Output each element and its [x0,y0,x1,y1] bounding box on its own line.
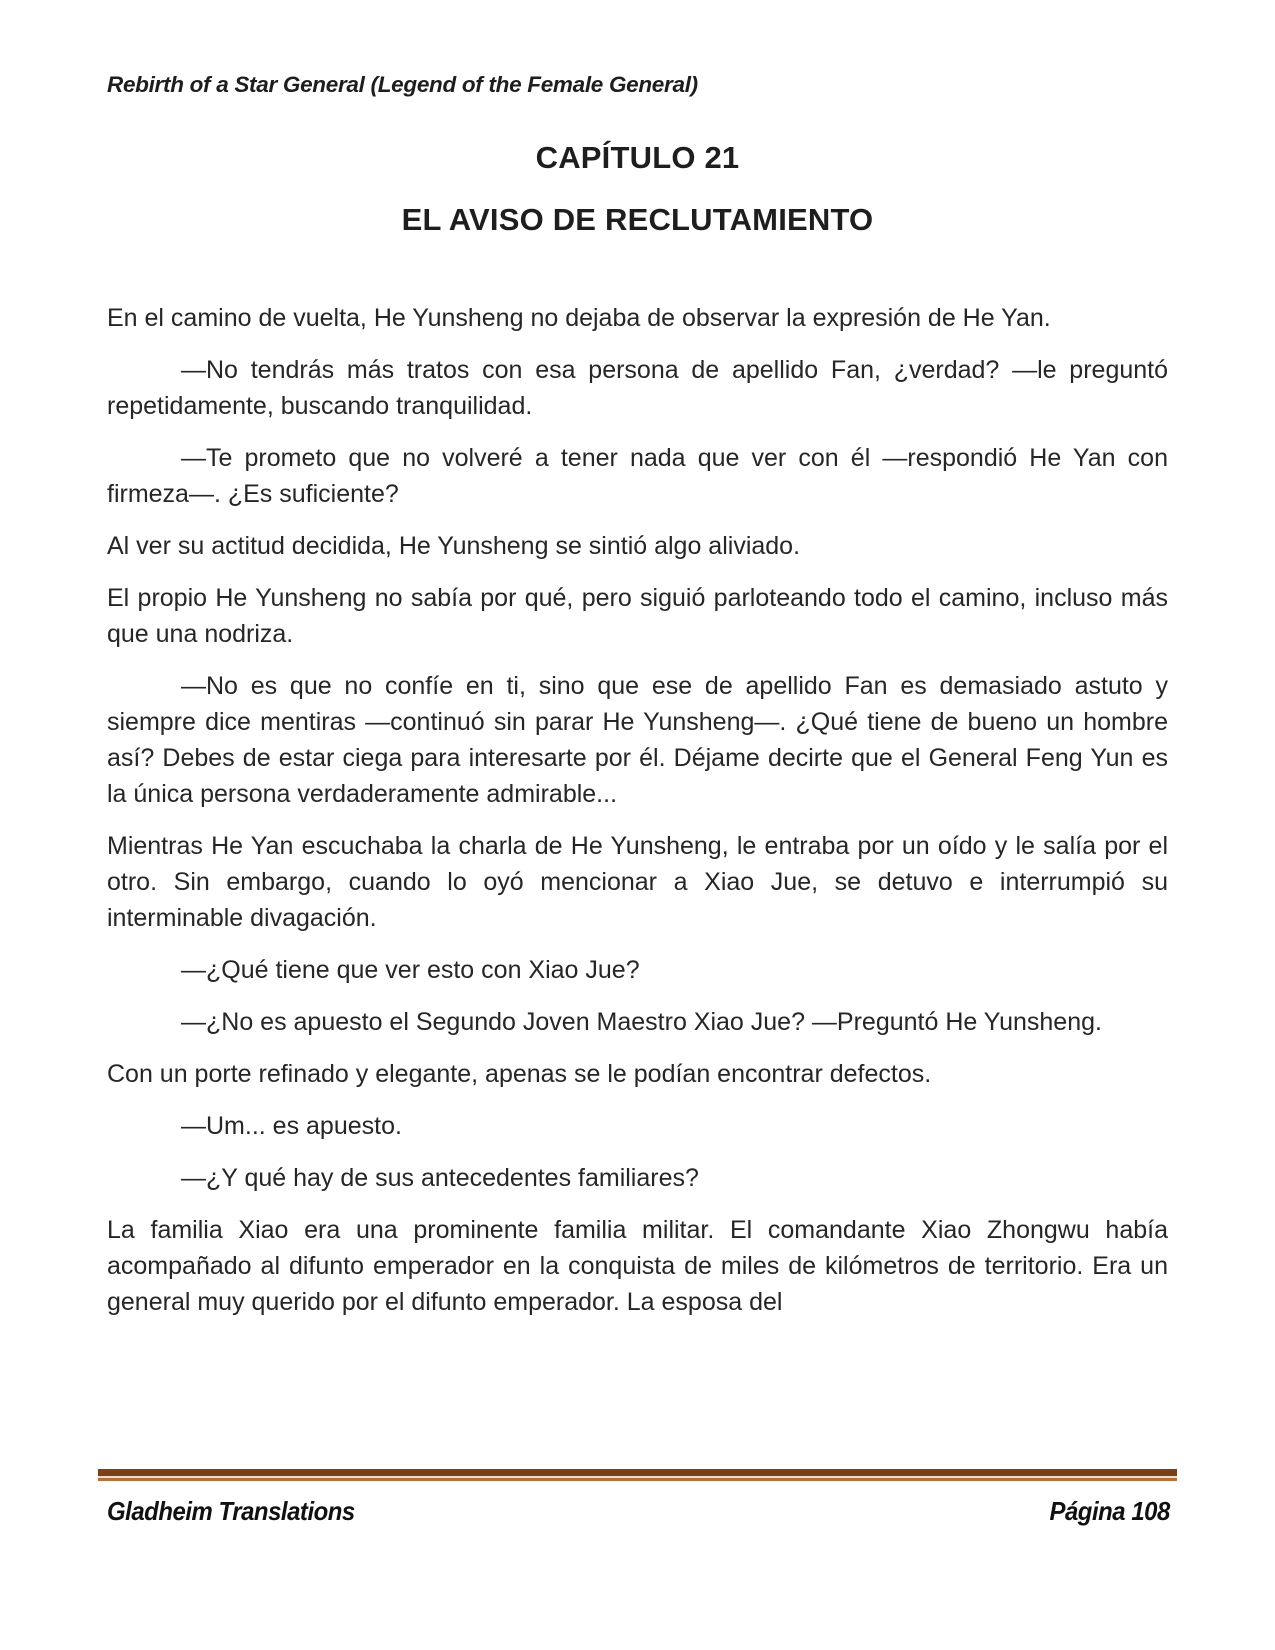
paragraph-dialogue: —No es que no confíe en ti, sino que ese de apellido Fan es demasiado astuto y siempre dice mentiras —continuó sin parar He Yunsheng—. ¿Qué tiene de bueno un hombre así? Debes de estar ciega para interesarte por él. Déjame decirte que el General Feng Yun es la única persona verdaderamente admirable... [107,672,1168,808]
chapter-number: CAPÍTULO 21 [535,140,740,175]
paragraph: La familia Xiao era una prominente familia militar. El comandante Xiao Zhongwu había acompañado al difunto emperador en la conquista de miles de kilómetros de territorio. Era un general muy querido por el difunto emperador. La esposa del [107,1216,1168,1316]
paragraph: Con un porte refinado y elegante, apenas se le podían encontrar defectos. [107,1060,932,1088]
page-footer [107,1496,1170,1527]
paragraph-dialogue: —¿No es apuesto el Segundo Joven Maestro Xiao Jue? —Preguntó He Yunsheng. [181,1008,1102,1036]
paragraph-dialogue: —Um... es apuesto. [181,1112,402,1140]
chapter-title: EL AVISO DE RECLUTAMIENTO [401,202,874,237]
paragraph-dialogue: —¿Y qué hay de sus antecedentes familiares? [181,1164,699,1192]
paragraph: En el camino de vuelta, He Yunsheng no dejaba de observar la expresión de He Yan. [107,304,1051,332]
running-header: Rebirth of a Star General (Legend of the Female General) [107,72,698,97]
body-text [107,300,1168,1336]
paragraph-dialogue: —¿Qué tiene que ver esto con Xiao Jue? [181,956,640,984]
footer-translator-credit: Gladheim Translations [107,1496,355,1526]
paragraph-dialogue: —Te prometo que no volveré a tener nada que ver con él —respondió He Yan con firmeza—. ¿Es suficiente? [107,444,1168,508]
paragraph-dialogue: —No tendrás más tratos con esa persona de apellido Fan, ¿verdad? —le preguntó repetidamente, buscando tranquilidad. [107,356,1168,420]
paragraph: Al ver su actitud decidida, He Yunsheng se sintió algo aliviado. [107,532,801,560]
footer-page-number: Página 108 [1049,1496,1170,1526]
paragraph: Mientras He Yan escuchaba la charla de He Yunsheng, le entraba por un oído y le salía por el otro. Sin embargo, cuando lo oyó mencionar a Xiao Jue, se detuvo e interrumpió su interminable divagación. [107,832,1168,932]
title-block [107,140,1168,238]
paragraph: El propio He Yunsheng no sabía por qué, pero siguió parloteando todo el camino, incluso más que una nodriza. [107,584,1168,648]
footer-divider-rule [98,1469,1177,1481]
